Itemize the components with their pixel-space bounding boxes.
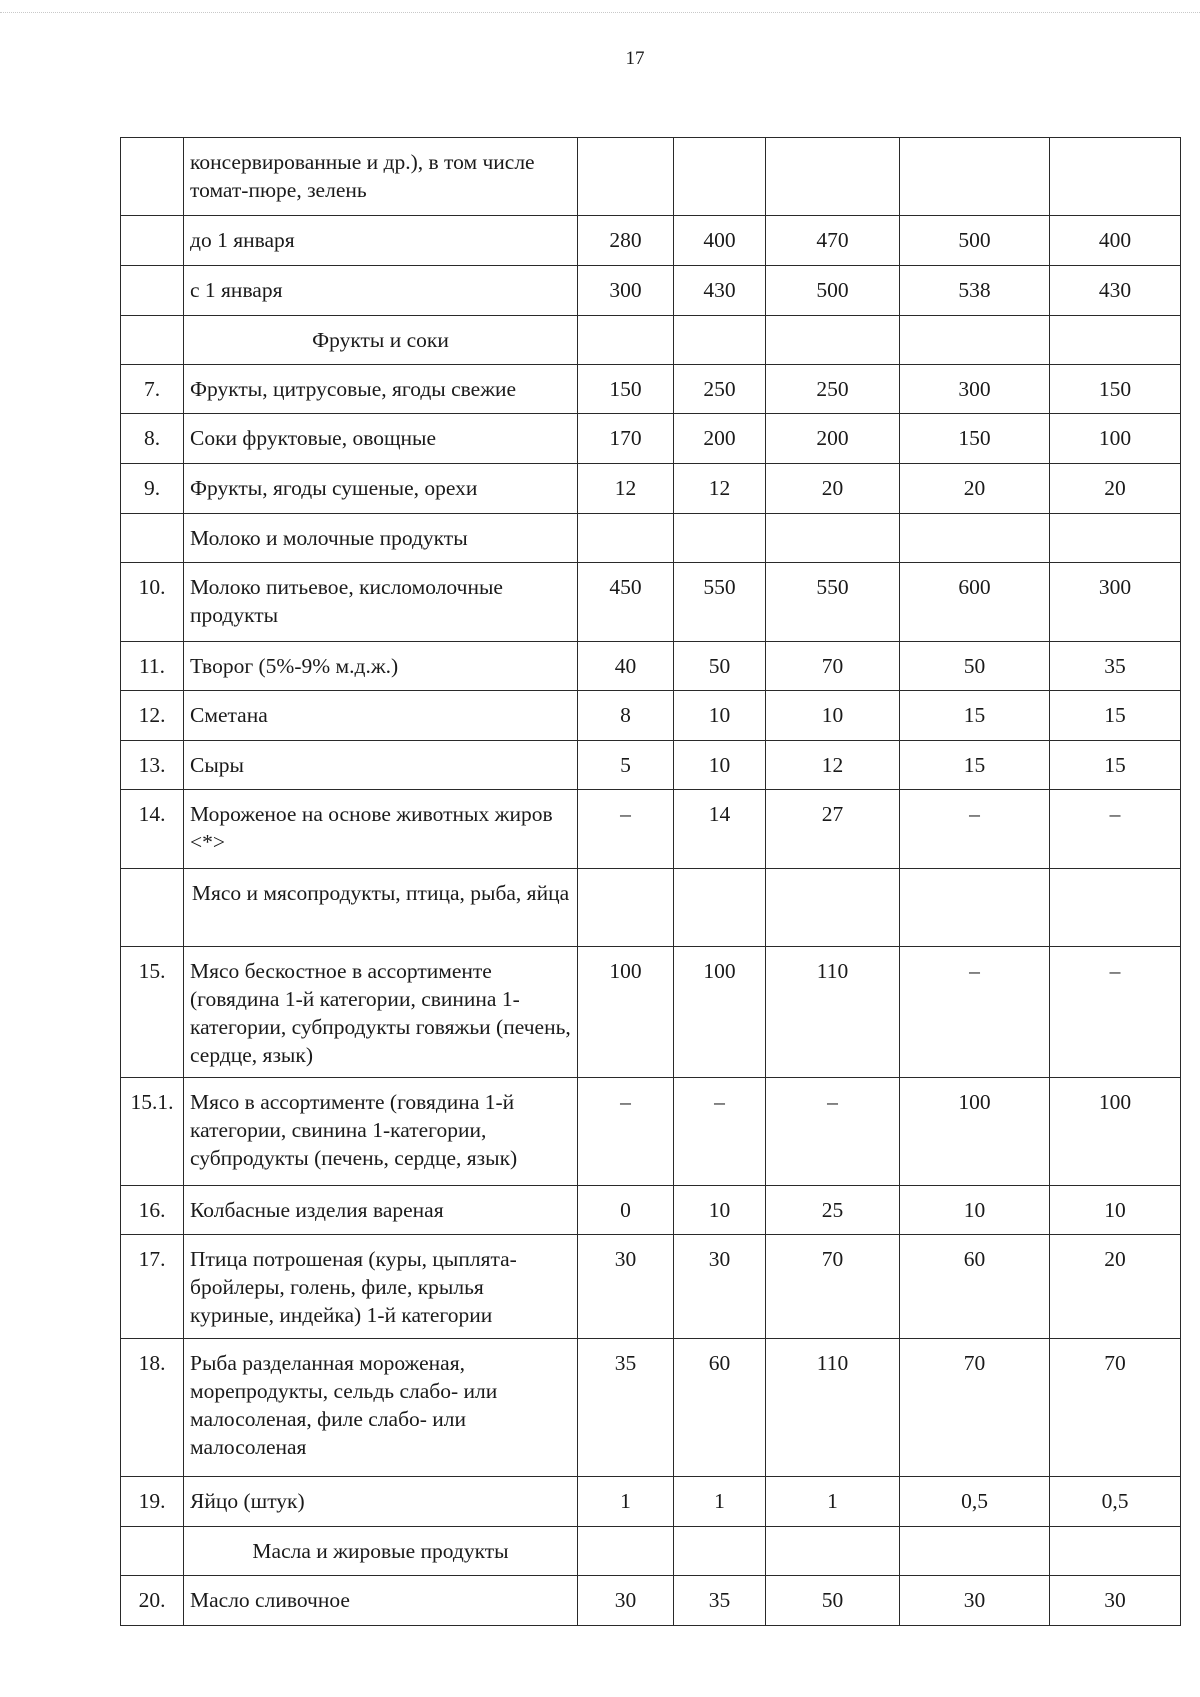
row-number: 11. (121, 642, 184, 691)
product-name: до 1 января (184, 216, 578, 266)
value-cell-2 (674, 869, 766, 947)
value-cell-3 (766, 514, 900, 563)
value-cell-1: 8 (578, 691, 674, 741)
value-cell-4: 70 (900, 1339, 1050, 1477)
row-number: 15.1. (121, 1078, 184, 1186)
value-cell-2: 10 (674, 1186, 766, 1235)
row-number: 10. (121, 563, 184, 642)
table-row (121, 138, 1181, 216)
value-cell-4: 300 (900, 365, 1050, 414)
table-row (121, 642, 1181, 691)
value-cell-5: 430 (1050, 266, 1181, 316)
value-cell-4 (900, 514, 1050, 563)
row-number (121, 1527, 184, 1576)
value-cell-1 (578, 316, 674, 365)
row-number: 18. (121, 1339, 184, 1477)
value-cell-1 (578, 138, 674, 216)
value-cell-3 (766, 316, 900, 365)
value-cell-1: 280 (578, 216, 674, 266)
value-cell-1: – (578, 790, 674, 869)
value-cell-2: 100 (674, 947, 766, 1078)
value-cell-4: 600 (900, 563, 1050, 642)
row-number: 14. (121, 790, 184, 869)
product-name: Колбасные изделия вареная (184, 1186, 578, 1235)
row-number (121, 216, 184, 266)
value-cell-3: 470 (766, 216, 900, 266)
value-cell-4: 500 (900, 216, 1050, 266)
value-cell-2: 10 (674, 741, 766, 790)
top-scan-edge (0, 12, 1200, 13)
value-cell-2 (674, 514, 766, 563)
row-number (121, 266, 184, 316)
row-number (121, 316, 184, 365)
value-cell-5: 15 (1050, 691, 1181, 741)
value-cell-2: 400 (674, 216, 766, 266)
value-cell-1 (578, 1527, 674, 1576)
table-row (121, 741, 1181, 790)
value-cell-5: 35 (1050, 642, 1181, 691)
value-cell-1: 35 (578, 1339, 674, 1477)
product-name: Мясо бескостное в ассортименте (говядина 1-й категории, свинина 1-категории, субпродукты говяжьи (печень, сердце, язык) (184, 947, 578, 1078)
value-cell-3: 110 (766, 947, 900, 1078)
table-row (121, 1235, 1181, 1339)
value-cell-5 (1050, 1527, 1181, 1576)
value-cell-3: 70 (766, 1235, 900, 1339)
value-cell-1: 0 (578, 1186, 674, 1235)
value-cell-5 (1050, 869, 1181, 947)
value-cell-2: 430 (674, 266, 766, 316)
value-cell-4: 50 (900, 642, 1050, 691)
table-row (121, 464, 1181, 514)
value-cell-5: 400 (1050, 216, 1181, 266)
value-cell-4: 30 (900, 1576, 1050, 1626)
value-cell-3: 110 (766, 1339, 900, 1477)
value-cell-5: 300 (1050, 563, 1181, 642)
value-cell-1: 30 (578, 1235, 674, 1339)
row-number: 8. (121, 414, 184, 464)
value-cell-2: 30 (674, 1235, 766, 1339)
row-number: 16. (121, 1186, 184, 1235)
row-number (121, 514, 184, 563)
product-name: Яйцо (штук) (184, 1477, 578, 1527)
value-cell-1: 150 (578, 365, 674, 414)
product-name: Сметана (184, 691, 578, 741)
section-title: Фрукты и соки (184, 316, 578, 365)
value-cell-5: 15 (1050, 741, 1181, 790)
product-name: с 1 января (184, 266, 578, 316)
value-cell-1: 5 (578, 741, 674, 790)
table-row (121, 563, 1181, 642)
value-cell-3: 10 (766, 691, 900, 741)
value-cell-5 (1050, 138, 1181, 216)
value-cell-3 (766, 869, 900, 947)
value-cell-5: – (1050, 947, 1181, 1078)
value-cell-4: 150 (900, 414, 1050, 464)
value-cell-4: 15 (900, 691, 1050, 741)
page-number: 17 (625, 48, 645, 69)
value-cell-1: 12 (578, 464, 674, 514)
table-row (121, 414, 1181, 464)
product-name: Масло сливочное (184, 1576, 578, 1626)
value-cell-1 (578, 869, 674, 947)
product-name: Рыба разделанная мороженая, морепродукты, сельдь слабо- или малосоленая, филе слабо- или малосоленая (184, 1339, 578, 1477)
row-number: 9. (121, 464, 184, 514)
value-cell-4 (900, 138, 1050, 216)
value-cell-1: 100 (578, 947, 674, 1078)
value-cell-4 (900, 869, 1050, 947)
row-number (121, 138, 184, 216)
table-row (121, 947, 1181, 1078)
row-number: 7. (121, 365, 184, 414)
value-cell-1: 450 (578, 563, 674, 642)
value-cell-5: 100 (1050, 1078, 1181, 1186)
table-row (121, 1186, 1181, 1235)
row-number: 17. (121, 1235, 184, 1339)
value-cell-2: – (674, 1078, 766, 1186)
value-cell-2: 250 (674, 365, 766, 414)
value-cell-4: – (900, 947, 1050, 1078)
value-cell-4: 20 (900, 464, 1050, 514)
table-row (121, 1576, 1181, 1626)
row-number: 19. (121, 1477, 184, 1527)
table-body (121, 138, 1181, 1626)
row-number: 15. (121, 947, 184, 1078)
value-cell-2 (674, 138, 766, 216)
value-cell-1: 40 (578, 642, 674, 691)
section-header-row (121, 1527, 1181, 1576)
value-cell-5 (1050, 514, 1181, 563)
value-cell-3: 500 (766, 266, 900, 316)
value-cell-1 (578, 514, 674, 563)
value-cell-4: 0,5 (900, 1477, 1050, 1527)
value-cell-3 (766, 138, 900, 216)
value-cell-4 (900, 1527, 1050, 1576)
product-name: Фрукты, цитрусовые, ягоды свежие (184, 365, 578, 414)
table-row (121, 266, 1181, 316)
value-cell-4: – (900, 790, 1050, 869)
value-cell-2: 35 (674, 1576, 766, 1626)
value-cell-5: 70 (1050, 1339, 1181, 1477)
product-name: Птица потрошеная (куры, цыплята-бройлеры, голень, филе, крылья куриные, индейка) 1-й категории (184, 1235, 578, 1339)
section-header-row (121, 869, 1181, 947)
food-norms-table-container (120, 137, 1180, 1626)
product-name: Соки фруктовые, овощные (184, 414, 578, 464)
value-cell-3: 1 (766, 1477, 900, 1527)
value-cell-3: 250 (766, 365, 900, 414)
value-cell-2: 10 (674, 691, 766, 741)
value-cell-4: 15 (900, 741, 1050, 790)
value-cell-4: 538 (900, 266, 1050, 316)
row-number: 12. (121, 691, 184, 741)
value-cell-5: 30 (1050, 1576, 1181, 1626)
section-header-row (121, 514, 1181, 563)
table-row (121, 1477, 1181, 1527)
table-row (121, 691, 1181, 741)
value-cell-2: 50 (674, 642, 766, 691)
value-cell-2: 60 (674, 1339, 766, 1477)
value-cell-4: 10 (900, 1186, 1050, 1235)
row-number (121, 869, 184, 947)
value-cell-3: 25 (766, 1186, 900, 1235)
value-cell-3: 200 (766, 414, 900, 464)
section-header-row (121, 316, 1181, 365)
value-cell-1: – (578, 1078, 674, 1186)
row-number: 13. (121, 741, 184, 790)
table-row (121, 1339, 1181, 1477)
product-name: Мороженое на основе животных жиров <*> (184, 790, 578, 869)
value-cell-3: – (766, 1078, 900, 1186)
value-cell-5: 20 (1050, 1235, 1181, 1339)
value-cell-5: 150 (1050, 365, 1181, 414)
value-cell-3: 70 (766, 642, 900, 691)
product-name: Фрукты, ягоды сушеные, орехи (184, 464, 578, 514)
value-cell-3: 27 (766, 790, 900, 869)
product-name: Сыры (184, 741, 578, 790)
value-cell-5: 20 (1050, 464, 1181, 514)
value-cell-3: 20 (766, 464, 900, 514)
value-cell-2: 12 (674, 464, 766, 514)
value-cell-1: 170 (578, 414, 674, 464)
value-cell-3 (766, 1527, 900, 1576)
value-cell-5: 0,5 (1050, 1477, 1181, 1527)
value-cell-2 (674, 1527, 766, 1576)
table-row (121, 1078, 1181, 1186)
value-cell-4: 100 (900, 1078, 1050, 1186)
table-row (121, 790, 1181, 869)
value-cell-2: 200 (674, 414, 766, 464)
value-cell-1: 30 (578, 1576, 674, 1626)
food-norms-table (120, 137, 1181, 1626)
value-cell-2: 550 (674, 563, 766, 642)
value-cell-1: 300 (578, 266, 674, 316)
product-name: Мясо в ассортименте (говядина 1-й категории, свинина 1-категории, субпродукты (печень, сердце, язык) (184, 1078, 578, 1186)
value-cell-5 (1050, 316, 1181, 365)
value-cell-5: – (1050, 790, 1181, 869)
table-row (121, 365, 1181, 414)
value-cell-3: 50 (766, 1576, 900, 1626)
value-cell-2: 1 (674, 1477, 766, 1527)
product-name: Молоко питьевое, кисломолочные продукты (184, 563, 578, 642)
value-cell-4: 60 (900, 1235, 1050, 1339)
product-name: Творог (5%-9% м.д.ж.) (184, 642, 578, 691)
value-cell-4 (900, 316, 1050, 365)
section-title: Мясо и мясопродукты, птица, рыба, яйца (184, 869, 578, 947)
value-cell-2 (674, 316, 766, 365)
value-cell-1: 1 (578, 1477, 674, 1527)
section-title: Молоко и молочные продукты (184, 514, 578, 563)
value-cell-3: 12 (766, 741, 900, 790)
value-cell-2: 14 (674, 790, 766, 869)
row-number: 20. (121, 1576, 184, 1626)
value-cell-5: 100 (1050, 414, 1181, 464)
value-cell-3: 550 (766, 563, 900, 642)
value-cell-5: 10 (1050, 1186, 1181, 1235)
section-title: Масла и жировые продукты (184, 1527, 578, 1576)
product-name: консервированные и др.), в том числе томат-пюре, зелень (184, 138, 578, 216)
table-row (121, 216, 1181, 266)
